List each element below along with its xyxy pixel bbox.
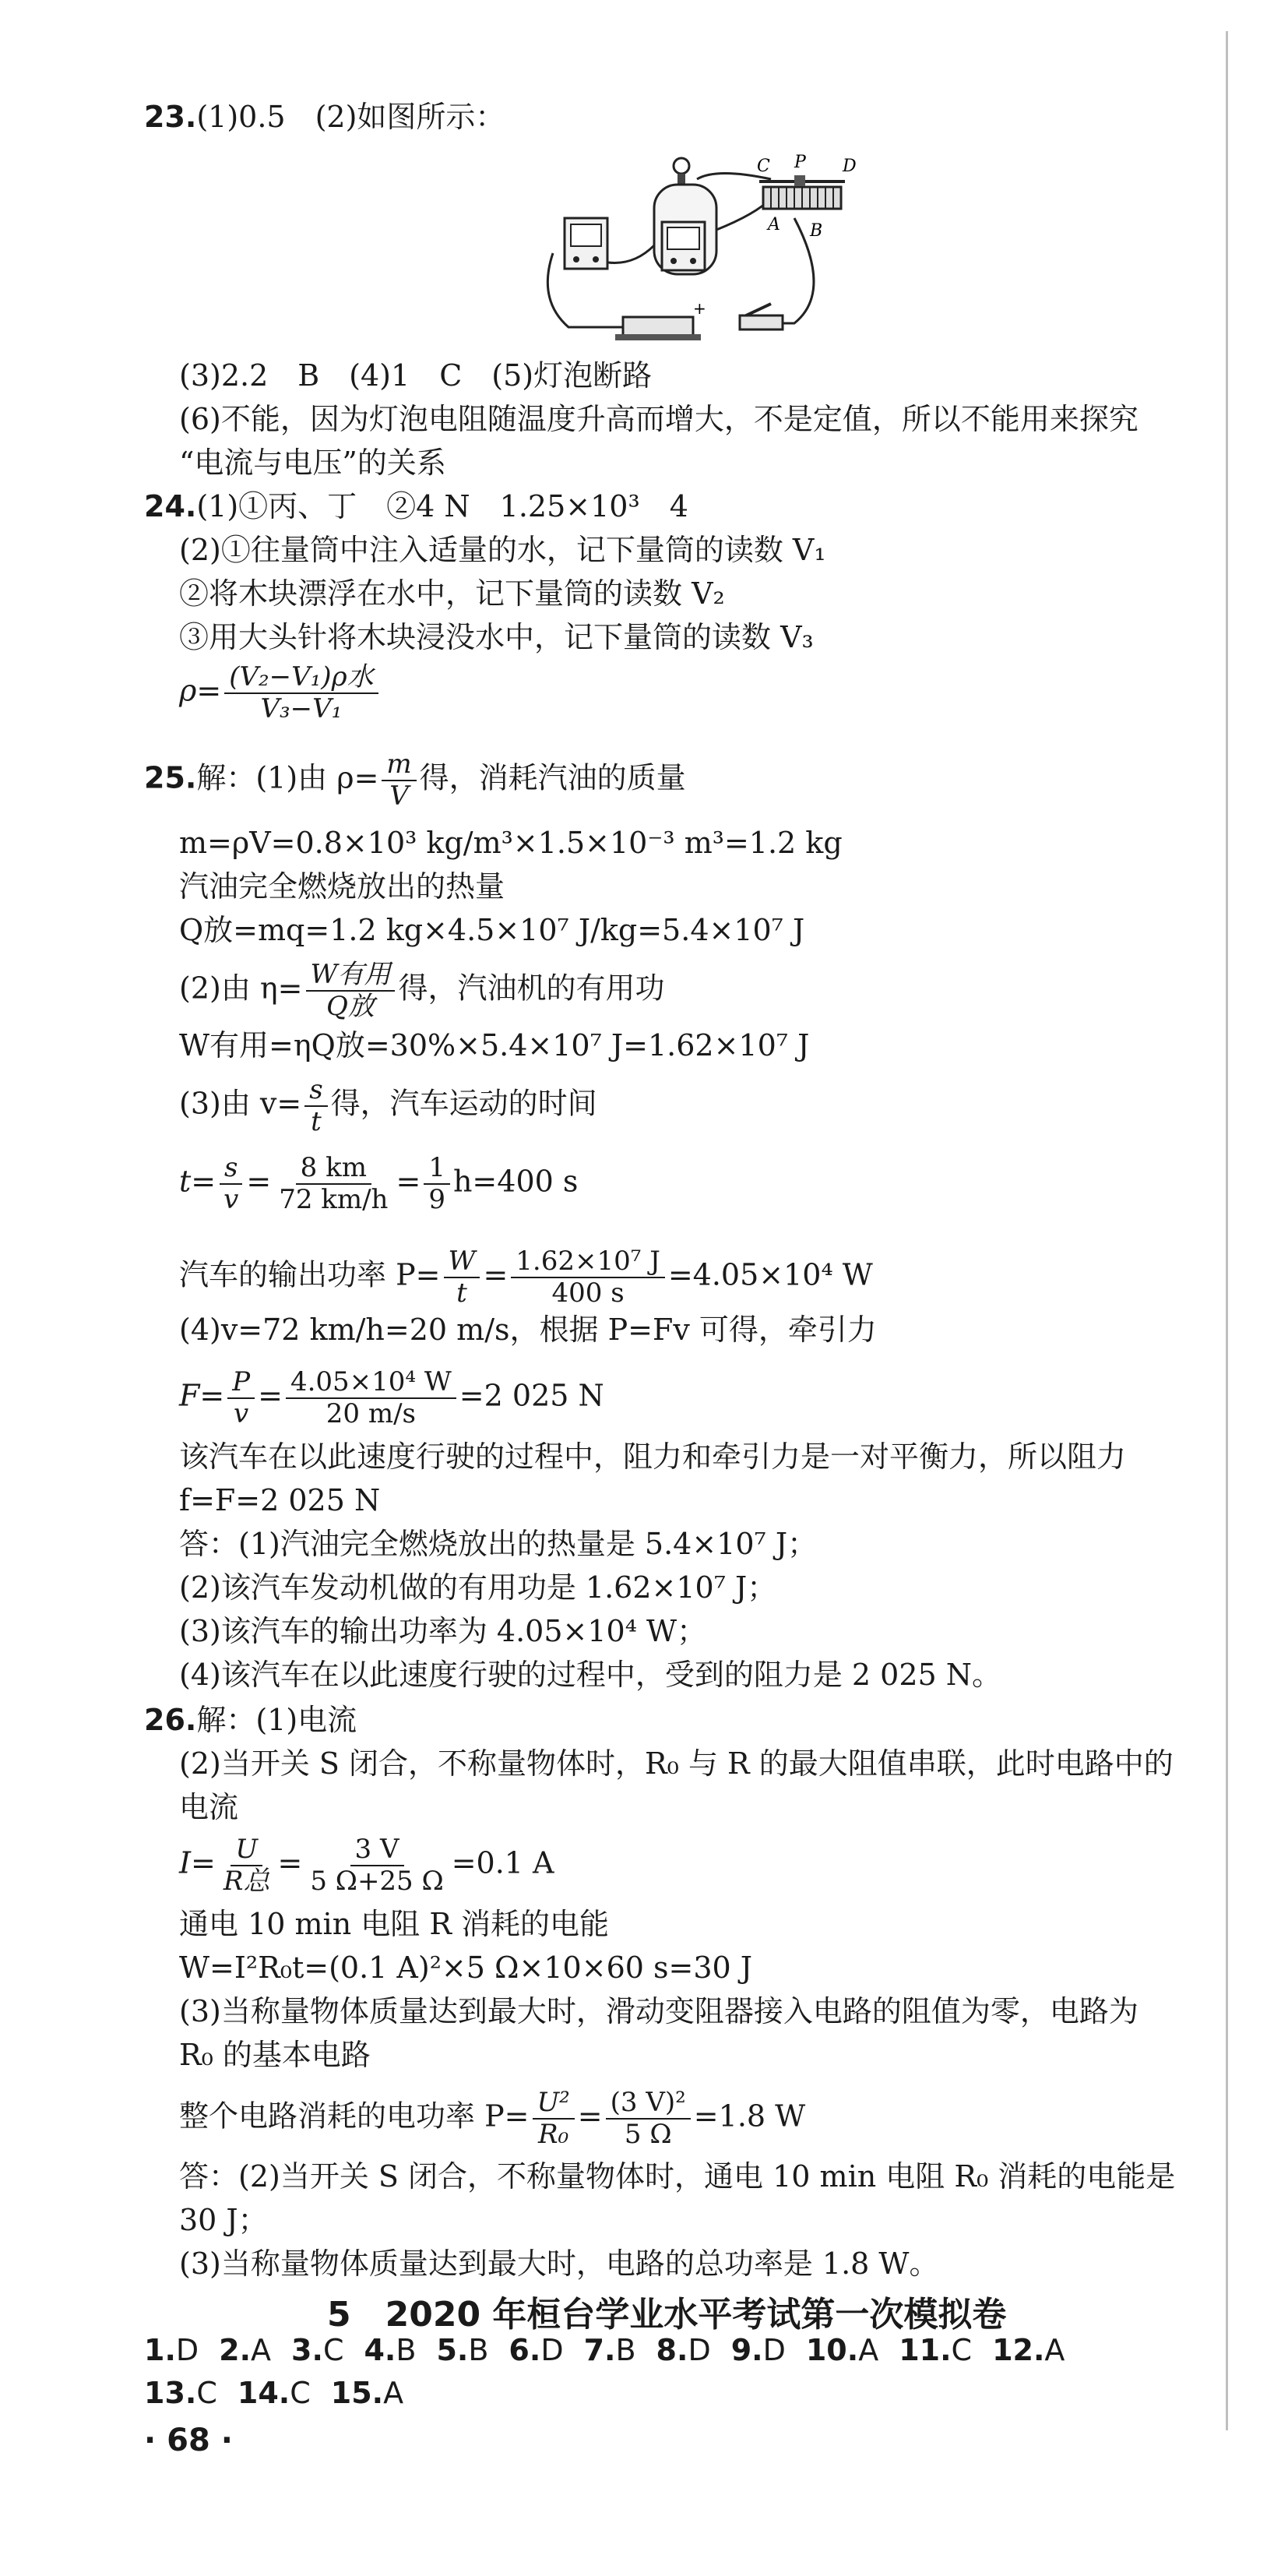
mc-answer-value: A [858,2333,879,2367]
mc-answer-number: 4. [364,2333,396,2367]
mc-answer [238,2376,311,2410]
mc-answer-number: 5. [436,2333,469,2367]
q23-line3: (6)不能，因为灯泡电阻随温度升高而增大，不是定值，所以不能用来探究 [179,402,1139,436]
q24-line3: ②将木块漂浮在水中，记下量筒的读数 V₂ [179,576,725,611]
q25-answer3: (3)该汽车的输出功率为 4.05×10⁴ W； [179,1614,707,1648]
mc-answer [331,2376,403,2410]
q25-number: 25. [144,760,197,795]
q26-l7: (3)当称量物体质量达到最大时，滑动变阻器接入电路的阻值为零，电路为 [179,1994,1139,2028]
mc-answer [899,2333,972,2367]
q26-l5: 通电 10 min 电阻 R 消耗的电能 [179,1907,610,1941]
mc-answer-number: 15. [330,2376,384,2410]
mc-answer-number: 11. [899,2333,952,2367]
rheostat-icon [759,175,845,209]
mc-answer-value: D [540,2333,564,2367]
mc-answer-number: 7. [583,2333,616,2367]
mc-answer-number: 12. [992,2333,1045,2367]
mc-answer-value: A [383,2376,404,2410]
q25-l7: t= $\frac{s}{v}$ = $\frac{8 km}{72 km/h}$ = $\frac{1}{9}$ h=400 s [179,1152,579,1216]
ammeter-icon [565,218,607,269]
mc-answer-number: 14. [237,2376,290,2410]
q23-number: 23. [144,100,197,134]
mc-answer-number: 8. [656,2333,688,2367]
mc-answer-value: C [196,2376,217,2410]
q24-line1: 24.(1)①丙、丁 ②4 N 1.25×10³ 4 [144,489,688,523]
mc-answer-value: B [396,2333,417,2367]
switch-icon [740,304,783,329]
q25-head: 25.解：(1)由 ρ= $\frac{m}{V}$ 得，消耗汽油的质量 [144,749,686,812]
mc-answer-value: D [688,2333,711,2367]
q25-answer4: (4)该汽车在以此速度行驶的过程中，受到的阻力是 2 025 N。 [179,1658,1002,1692]
q25-l8: 汽车的输出功率 P= $\frac{W}{t}$ = $\frac{\text{1.62×10⁷ J}}{400 s}$ =4.05×10⁴ W [179,1246,873,1309]
page-number: · 68 · [144,2423,233,2458]
mc-answer [291,2333,343,2367]
mc-answer [656,2333,711,2367]
q24-line4: ③用大头针将木块浸没水中，记下量筒的读数 V₃ [179,620,814,654]
q25-l5: W有用=ηQ放=30%×5.4×10⁷ J=1.62×10⁷ J [179,1028,810,1062]
mc-answer-value: D [175,2333,199,2367]
q23-line2: (3)2.2 B (4)1 C (5)灯泡断路 [179,358,653,393]
q25-l12: f=F=2 025 N [179,1483,381,1517]
mc-answer-number: 10. [805,2333,859,2367]
q26-l3: 电流 [179,1790,239,1824]
q25-l2: 汽油完全燃烧放出的热量 [179,869,505,904]
q26-line1: 26.解：(1)电流 [144,1703,357,1737]
q26-l4: I= $\frac{U}{\text{R总}}$ = $\frac{3 V}{5 \Omega+25 \Omega}$ =0.1 A [179,1834,554,1898]
q26-answer3: (3)当称量物体质量达到最大时，电路的总功率是 1.8 W。 [179,2247,939,2281]
svg-text:A: A [768,215,780,234]
mc-answer [364,2333,416,2367]
section-title: 5 2020 年桓台学业水平考试第一次模拟卷 [327,2295,1007,2335]
q25-l9: (4)v=72 km/h=20 m/s，根据 P=Fv 可得，牵引力 [179,1313,877,1347]
answers-row-2 [144,2376,424,2410]
mc-answer-number: 13. [144,2376,197,2410]
svg-text:D: D [843,157,857,176]
q26-l8: R₀ 的基本电路 [179,2038,371,2072]
mc-answer-value: C [322,2333,344,2367]
mc-answer [219,2333,271,2367]
q26-l9: 整个电路消耗的电功率 P= $\frac{\text{U²}}{\text{R₀}}$ = $\frac{\text{(3 V)²}}{5 \Omega}$ =1.8 W [179,2087,806,2151]
q25-l10: F= $\frac{P}{v}$ = $\frac{\text{4.05×10⁴ W}}{20 m/s}$ =2 025 N [179,1366,604,1430]
mc-answer [509,2333,563,2367]
q23-line1: 23.(1)0.5 (2)如图所示： [144,100,505,134]
mc-answer-value: B [468,2333,489,2367]
mc-answer [806,2333,878,2367]
q25-l6: (3)由 v= $\frac{s}{t}$ 得，汽车运动的时间 [179,1074,597,1138]
q24-number: 24. [144,489,197,523]
mc-answer-value: A [251,2333,272,2367]
mc-answer-value: C [951,2333,973,2367]
q26-number: 26. [144,1703,197,1737]
mc-answer [144,2333,199,2367]
svg-text:+: + [693,299,706,318]
q26-l6: W=I²R₀t=(0.1 A)²×5 Ω×10×60 s=30 J [179,1951,753,1985]
q25-l1: m=ρV=0.8×10³ kg/m³×1.5×10⁻³ m³=1.2 kg [179,826,843,860]
mc-answer-value: C [290,2376,311,2410]
voltmeter-icon [662,222,705,270]
mc-answer [584,2333,636,2367]
q25-answer2: (2)该汽车发动机做的有用功是 1.62×10⁷ J； [179,1570,777,1605]
q25-l11: 该汽车在以此速度行驶的过程中，阻力和牵引力是一对平衡力，所以阻力 [179,1440,1127,1474]
mc-answer [144,2376,217,2410]
mc-answer-number: 3. [291,2333,323,2367]
svg-text:P: P [794,153,806,172]
mc-answer-value: A [1044,2333,1065,2367]
circuit-diagram [537,144,864,347]
mc-answer-number: 9. [730,2333,763,2367]
mc-answer-value: B [615,2333,636,2367]
battery-icon [615,317,701,340]
answers-row-1 [144,2333,1085,2367]
mc-answer [992,2333,1065,2367]
margin-rule [1226,31,1228,2430]
q25-l3: Q放=mq=1.2 kg×4.5×10⁷ J/kg=5.4×10⁷ J [179,913,805,947]
q26-l2: (2)当开关 S 闭合，不称量物体时，R₀ 与 R 的最大阻值串联，此时电路中的 [179,1746,1174,1781]
q24-density-formula: ρ= $\frac{\text{(V₂−V₁)ρ水}}{\text{V₃−V₁}}$ [179,662,382,724]
mc-answer [731,2333,786,2367]
q25-l4: (2)由 η= $\frac{\text{W有用}}{\text{Q放}}$ 得，汽油机的有用功 [179,959,665,1023]
q24-line2: (2)①往量筒中注入适量的水，记下量筒的读数 V₁ [179,533,826,567]
q23-line4: “电流与电压”的关系 [179,446,446,480]
mc-answer-number: 6. [509,2333,541,2367]
mc-answer-value: D [762,2333,786,2367]
q25-answer1: 答：(1)汽油完全燃烧放出的热量是 5.4×10⁷ J； [179,1527,818,1561]
mc-answer-number: 2. [219,2333,252,2367]
q26-answer1: 答：(2)当开关 S 闭合，不称量物体时，通电 10 min 电阻 R₀ 消耗的电能是 [179,2159,1176,2194]
q26-answer2: 30 J； [179,2203,268,2237]
mc-answer-number: 1. [144,2333,176,2367]
mc-answer [436,2333,488,2367]
svg-text:B: B [810,221,823,241]
svg-text:C: C [757,157,770,176]
